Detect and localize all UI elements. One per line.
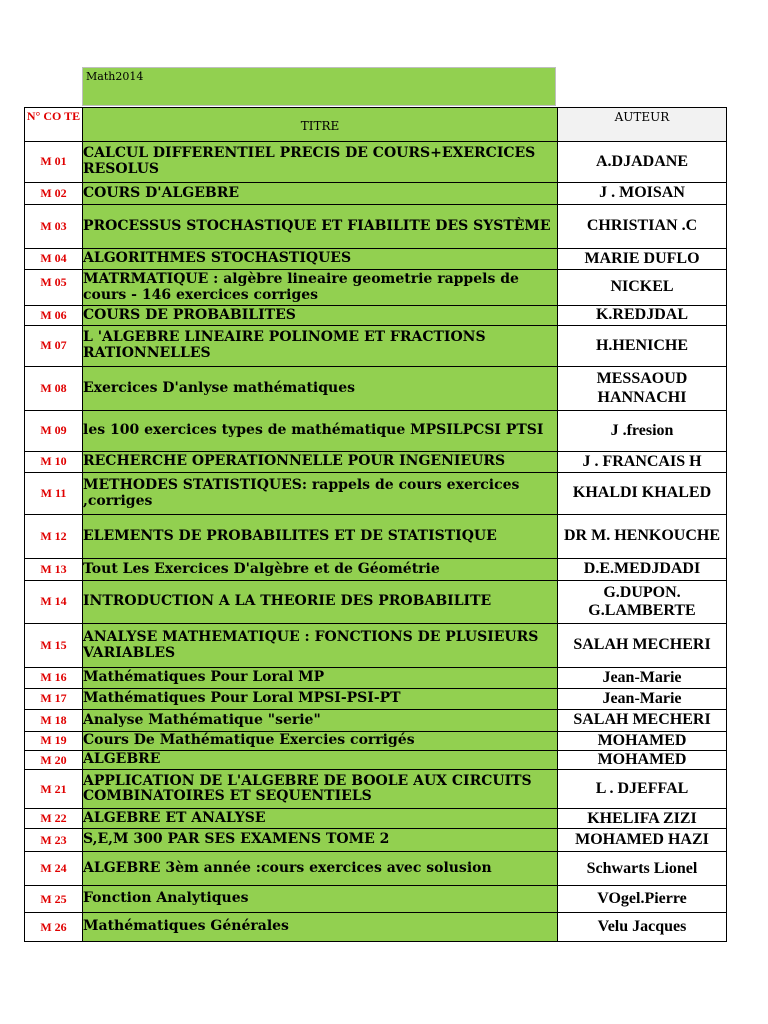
table-row bbox=[25, 249, 727, 270]
cell-code[interactable]: M 09 bbox=[25, 411, 83, 452]
cell-auteur[interactable]: H.HENICHE bbox=[558, 326, 727, 367]
cell-titre[interactable]: L 'ALGEBRE LINEAIRE POLINOME ET FRACTIONS RATIONNELLES bbox=[83, 326, 558, 367]
cell-auteur[interactable]: MOHAMED HAZI bbox=[558, 829, 727, 852]
cell-titre[interactable]: Mathématiques Pour Loral MPSI-PSI-PT bbox=[83, 689, 558, 710]
cell-auteur[interactable]: D.E.MEDJDADI bbox=[558, 559, 727, 581]
cell-titre[interactable]: ALGEBRE bbox=[83, 751, 558, 770]
cell-auteur[interactable]: J .fresion bbox=[558, 411, 727, 452]
cell-code[interactable]: M 01 bbox=[25, 142, 83, 183]
cell-auteur[interactable]: Jean-Marie bbox=[558, 689, 727, 710]
cell-auteur[interactable]: Velu Jacques bbox=[558, 913, 727, 942]
cell-auteur[interactable]: Schwarts Lionel bbox=[558, 852, 727, 886]
table-row bbox=[25, 559, 727, 581]
table-row bbox=[25, 852, 727, 886]
cell-code[interactable]: M 26 bbox=[25, 913, 83, 942]
cell-titre[interactable]: Analyse Mathématique "serie" bbox=[83, 710, 558, 732]
cell-titre[interactable]: Tout Les Exercices D'algèbre et de Géométrie bbox=[83, 559, 558, 581]
cell-auteur[interactable]: KHELIFA ZIZI bbox=[558, 809, 727, 829]
cell-code[interactable]: M 17 bbox=[25, 689, 83, 710]
cell-code[interactable]: M 14 bbox=[25, 581, 83, 624]
cell-code[interactable]: M 11 bbox=[25, 473, 83, 515]
cell-code[interactable]: M 19 bbox=[25, 732, 83, 751]
table-row bbox=[25, 913, 727, 942]
cell-auteur[interactable]: DR M. HENKOUCHE bbox=[558, 515, 727, 559]
table-row bbox=[25, 732, 727, 751]
cell-code[interactable]: M 08 bbox=[25, 367, 83, 411]
cell-titre[interactable]: les 100 exercices types de mathématique MPSILPCSI PTSI bbox=[83, 411, 558, 452]
header-titre[interactable]: TITRE bbox=[83, 108, 558, 142]
cell-titre[interactable]: S,E,M 300 PAR SES EXAMENS TOME 2 bbox=[83, 829, 558, 852]
cell-auteur[interactable]: A.DJADANE bbox=[558, 142, 727, 183]
cell-code[interactable]: M 03 bbox=[25, 205, 83, 249]
table-row bbox=[25, 770, 727, 809]
cell-titre[interactable]: ALGEBRE ET ANALYSE bbox=[83, 809, 558, 829]
cell-auteur[interactable]: VOgel.Pierre bbox=[558, 886, 727, 913]
cell-titre[interactable]: RECHERCHE OPERATIONNELLE POUR INGENIEURS bbox=[83, 452, 558, 473]
cell-code[interactable]: M 18 bbox=[25, 710, 83, 732]
cell-code[interactable]: M 07 bbox=[25, 326, 83, 367]
table-row bbox=[25, 668, 727, 689]
cell-titre[interactable]: COURS DE PROBABILITES bbox=[83, 306, 558, 326]
cell-code[interactable]: M 13 bbox=[25, 559, 83, 581]
sheet-title-cell[interactable]: Math2014 bbox=[82, 67, 556, 106]
table-row bbox=[25, 326, 727, 367]
cell-titre[interactable]: Fonction Analytiques bbox=[83, 886, 558, 913]
cell-titre[interactable]: Cours De Mathématique Exercies corrigés bbox=[83, 732, 558, 751]
cell-code[interactable]: M 25 bbox=[25, 886, 83, 913]
cell-code[interactable]: M 22 bbox=[25, 809, 83, 829]
cell-auteur[interactable]: SALAH MECHERI bbox=[558, 624, 727, 668]
cell-code[interactable]: M 16 bbox=[25, 668, 83, 689]
table-row bbox=[25, 473, 727, 515]
table-row bbox=[25, 809, 727, 829]
cell-code[interactable]: M 06 bbox=[25, 306, 83, 326]
cell-titre[interactable]: ELEMENTS DE PROBABILITES ET DE STATISTIQUE bbox=[83, 515, 558, 559]
cell-code[interactable]: M 21 bbox=[25, 770, 83, 809]
cell-auteur[interactable]: CHRISTIAN .C bbox=[558, 205, 727, 249]
cell-auteur[interactable]: NICKEL bbox=[558, 270, 727, 306]
cell-code[interactable]: M 05 bbox=[25, 270, 83, 306]
cell-auteur[interactable]: SALAH MECHERI bbox=[558, 710, 727, 732]
table-row bbox=[25, 142, 727, 183]
cell-auteur[interactable]: KHALDI KHALED bbox=[558, 473, 727, 515]
cell-auteur[interactable]: G.DUPON. G.LAMBERTE bbox=[558, 581, 727, 624]
table-row bbox=[25, 183, 727, 205]
cell-code[interactable]: M 02 bbox=[25, 183, 83, 205]
cell-titre[interactable]: Mathématiques Générales bbox=[83, 913, 558, 942]
table-row bbox=[25, 886, 727, 913]
cell-auteur[interactable]: K.REDJDAL bbox=[558, 306, 727, 326]
cell-auteur[interactable]: MARIE DUFLO bbox=[558, 249, 727, 270]
header-auteur[interactable]: AUTEUR bbox=[558, 108, 727, 142]
header-row bbox=[25, 108, 727, 142]
cell-titre[interactable]: ALGORITHMES STOCHASTIQUES bbox=[83, 249, 558, 270]
table-row bbox=[25, 581, 727, 624]
cell-code[interactable]: M 23 bbox=[25, 829, 83, 852]
cell-auteur[interactable]: Jean-Marie bbox=[558, 668, 727, 689]
table-row bbox=[25, 689, 727, 710]
cell-titre[interactable]: COURS D'ALGEBRE bbox=[83, 183, 558, 205]
table-row bbox=[25, 270, 727, 306]
cell-auteur[interactable]: MOHAMED bbox=[558, 751, 727, 770]
table-row bbox=[25, 624, 727, 668]
cell-code[interactable]: M 20 bbox=[25, 751, 83, 770]
cell-auteur[interactable]: J . MOISAN bbox=[558, 183, 727, 205]
header-code[interactable]: N° CO TE bbox=[25, 108, 83, 142]
cell-code[interactable]: M 10 bbox=[25, 452, 83, 473]
cell-titre[interactable]: Mathématiques Pour Loral MP bbox=[83, 668, 558, 689]
table-row bbox=[25, 306, 727, 326]
cell-code[interactable]: M 12 bbox=[25, 515, 83, 559]
table-row bbox=[25, 367, 727, 411]
table-row bbox=[25, 452, 727, 473]
cell-code[interactable]: M 04 bbox=[25, 249, 83, 270]
cell-auteur[interactable]: MESSAOUD HANNACHI bbox=[558, 367, 727, 411]
cell-titre[interactable]: ALGEBRE 3èm année :cours exercices avec solusion bbox=[83, 852, 558, 886]
cell-titre[interactable]: CALCUL DIFFERENTIEL PRECIS DE COURS+EXERCICES RESOLUS bbox=[83, 142, 558, 183]
table-row bbox=[25, 515, 727, 559]
cell-titre[interactable]: INTRODUCTION A LA THEORIE DES PROBABILITE bbox=[83, 581, 558, 624]
cell-auteur[interactable]: J . FRANCAIS H bbox=[558, 452, 727, 473]
cell-auteur[interactable]: L . DJEFFAL bbox=[558, 770, 727, 809]
table-row bbox=[25, 751, 727, 770]
table-row bbox=[25, 829, 727, 852]
cell-titre[interactable]: MATRMATIQUE : algèbre lineaire geometrie rappels de cours - 146 exercices corriges bbox=[83, 270, 558, 306]
cell-titre[interactable]: METHODES STATISTIQUES: rappels de cours exercices ,corriges bbox=[83, 473, 558, 515]
books-table bbox=[24, 107, 727, 942]
table-row bbox=[25, 710, 727, 732]
cell-titre[interactable]: APPLICATION DE L'ALGEBRE DE BOOLE AUX CIRCUITS COMBINATOIRES ET SEQUENTIELS bbox=[83, 770, 558, 809]
cell-code[interactable]: M 15 bbox=[25, 624, 83, 668]
cell-titre[interactable]: ANALYSE MATHEMATIQUE : FONCTIONS DE PLUSIEURS VARIABLES bbox=[83, 624, 558, 668]
cell-titre[interactable]: PROCESSUS STOCHASTIQUE ET FIABILITE DES SYSTÈME bbox=[83, 205, 558, 249]
cell-titre[interactable]: Exercices D'anlyse mathématiques bbox=[83, 367, 558, 411]
cell-auteur[interactable]: MOHAMED bbox=[558, 732, 727, 751]
table-row bbox=[25, 205, 727, 249]
table-row bbox=[25, 411, 727, 452]
cell-code[interactable]: M 24 bbox=[25, 852, 83, 886]
